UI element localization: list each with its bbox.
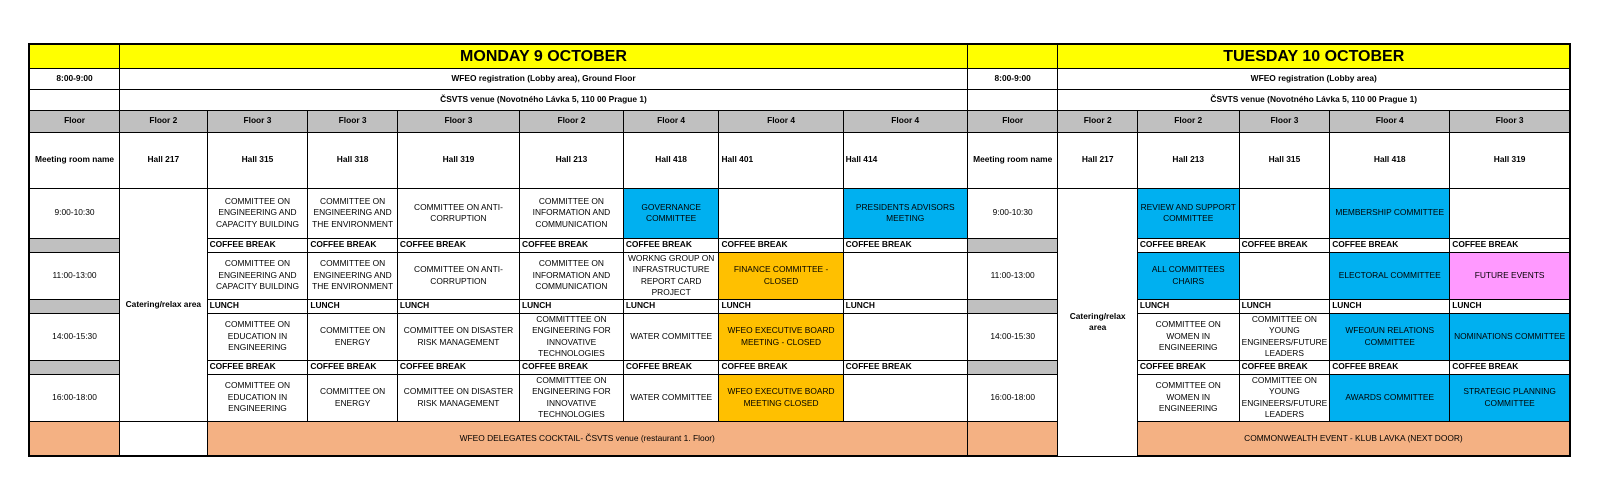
tuesday-time: 14:00-15:30 (967, 313, 1058, 360)
lunch-break: LUNCH (719, 299, 843, 313)
tuesday-floor: Floor 3 (1239, 110, 1330, 132)
session-cell: GOVERNANCE COMMITTEE (623, 188, 719, 238)
session-cell (1450, 188, 1570, 238)
monday-floor: Floor 4 (623, 110, 719, 132)
monday-room-label: Meeting room name (29, 132, 120, 188)
monday-title: MONDAY 9 OCTOBER (120, 44, 968, 68)
tuesday-floor: Floor 2 (1058, 110, 1137, 132)
coffee-break: COFFEE BREAK (1450, 238, 1570, 252)
monday-registration-time: 8:00-9:00 (29, 68, 120, 89)
monday-floor: Floor 3 (397, 110, 519, 132)
tuesday-title-corner (967, 44, 1058, 68)
monday-evening-time (29, 421, 120, 456)
monday-room: Hall 217 (120, 132, 208, 188)
tuesday-room: Hall 319 (1450, 132, 1570, 188)
session-cell: COMMITTTEE ON ENGINEERING FOR INNOVATIVE TECHNOLOGIES (520, 374, 624, 421)
session-cell: WFEO/UN RELATIONS COMMITTEE (1330, 313, 1450, 360)
session-cell: COMMITTEE ON ENERGY (308, 313, 398, 360)
lunch-break: LUNCH (1330, 299, 1450, 313)
lunch-break: LUNCH (308, 299, 398, 313)
monday-venue: ČSVTS venue (Novotného Lávka 5, 110 00 Prague 1) (120, 89, 968, 110)
monday-time: 14:00-15:30 (29, 313, 120, 360)
coffee-break: COFFEE BREAK (1239, 360, 1330, 374)
monday-floor: Floor 2 (120, 110, 208, 132)
tuesday-venue: ČSVTS venue (Novotného Lávka 5, 110 00 Prague 1) (1058, 89, 1570, 110)
lunch-break: LUNCH (520, 299, 624, 313)
tuesday-floor-label: Floor (967, 110, 1058, 132)
coffee-break: COFFEE BREAK (520, 360, 624, 374)
session-cell: WATER COMMITTEE (623, 313, 719, 360)
tuesday-venue-spacer (967, 89, 1058, 110)
monday-title-corner (29, 44, 120, 68)
coffee-break: COFFEE BREAK (1137, 360, 1239, 374)
monday-room: Hall 414 (843, 132, 967, 188)
coffee-break: COFFEE BREAK (308, 360, 398, 374)
session-cell: COMMITTEE ON ENERGY (308, 374, 398, 421)
session-cell: COMMITTEE ON ANTI-CORRUPTION (397, 252, 519, 299)
tuesday-title: TUESDAY 10 OCTOBER (1058, 44, 1570, 68)
monday-room: Hall 213 (520, 132, 624, 188)
session-cell: COMMITTEE ON ENGINEERING AND CAPACITY BUILDING (207, 188, 308, 238)
monday-floor: Floor 3 (207, 110, 308, 132)
session-cell (1239, 252, 1330, 299)
coffee-break: COFFEE BREAK (623, 238, 719, 252)
monday-floor-label: Floor (29, 110, 120, 132)
monday-venue-spacer (29, 89, 120, 110)
coffee-break: COFFEE BREAK (623, 360, 719, 374)
session-cell: COMMITTEE ON INFORMATION AND COMMUNICATION (520, 252, 624, 299)
lunch-break: LUNCH (1137, 299, 1239, 313)
tuesday-room: Hall 418 (1330, 132, 1450, 188)
session-cell: COMMITTEE ON YOUNG ENGINEERS/FUTURE LEADERS (1239, 313, 1330, 360)
tuesday-floor: Floor 3 (1450, 110, 1570, 132)
coffee-break: COFFEE BREAK (207, 238, 308, 252)
session-cell: COMMITTEE ON DISASTER RISK MANAGEMENT (397, 374, 519, 421)
tuesday-floor: Floor 2 (1137, 110, 1239, 132)
tuesday-catering: Catering/relax area (1058, 188, 1137, 456)
session-cell: WFEO EXECUTIVE BOARD MEETING - CLOSED (719, 313, 843, 360)
session-cell (843, 252, 967, 299)
coffee-break: COFFEE BREAK (1330, 238, 1450, 252)
monday-room: Hall 401 (719, 132, 843, 188)
tuesday-time: 11:00-13:00 (967, 252, 1058, 299)
session-cell: COMMITTEE ON EDUCATION IN ENGINEERING (207, 313, 308, 360)
tuesday-time: 16:00-18:00 (967, 374, 1058, 421)
tuesday-evening-event: COMMONWEALTH EVENT - KLUB LAVKA (NEXT DOOR) (1137, 421, 1570, 456)
schedule-table (28, 43, 1571, 457)
session-cell: STRATEGIC PLANNING COMMITTEE (1450, 374, 1570, 421)
monday-time: 11:00-13:00 (29, 252, 120, 299)
break-separator (29, 299, 120, 313)
coffee-break: COFFEE BREAK (719, 360, 843, 374)
session-cell: NOMINATIONS COMMITTEE (1450, 313, 1570, 360)
session-cell: COMMITTEE ON ENGINEERING AND THE ENVIRONMENT (308, 252, 398, 299)
tuesday-room: Hall 217 (1058, 132, 1137, 188)
session-cell (719, 188, 843, 238)
break-separator (29, 238, 120, 252)
coffee-break: COFFEE BREAK (843, 238, 967, 252)
lunch-break: LUNCH (207, 299, 308, 313)
monday-registration: WFEO registration (Lobby area), Ground Floor (120, 68, 968, 89)
lunch-break: LUNCH (1450, 299, 1570, 313)
session-cell (843, 374, 967, 421)
session-cell: WATER COMMITTEE (623, 374, 719, 421)
coffee-break: COFFEE BREAK (1450, 360, 1570, 374)
session-cell: COMMITTEE ON ENGINEERING AND CAPACITY BUILDING (207, 252, 308, 299)
monday-floor: Floor 3 (308, 110, 398, 132)
monday-evening-event: WFEO DELEGATES COCKTAIL- ČSVTS venue (restaurant 1. Floor) (207, 421, 967, 456)
tuesday-evening-time (967, 421, 1058, 456)
session-cell: FINANCE COMMITTEE - CLOSED (719, 252, 843, 299)
break-separator (967, 360, 1058, 374)
break-separator (967, 299, 1058, 313)
monday-room: Hall 315 (207, 132, 308, 188)
tuesday-registration: WFEO registration (Lobby area) (1058, 68, 1570, 89)
break-separator (29, 360, 120, 374)
coffee-break: COFFEE BREAK (397, 238, 519, 252)
session-cell: COMMITTTEE ON ENGINEERING FOR INNOVATIVE TECHNOLOGIES (520, 313, 624, 360)
monday-room: Hall 318 (308, 132, 398, 188)
session-cell: FUTURE EVENTS (1450, 252, 1570, 299)
coffee-break: COFFEE BREAK (397, 360, 519, 374)
monday-evening-spacer (120, 421, 208, 456)
coffee-break: COFFEE BREAK (207, 360, 308, 374)
session-cell: WORKNG GROUP ON INFRASTRUCTURE REPORT CARD PROJECT (623, 252, 719, 299)
tuesday-room-label: Meeting room name (967, 132, 1058, 188)
tuesday-registration-time: 8:00-9:00 (967, 68, 1058, 89)
tuesday-room: Hall 315 (1239, 132, 1330, 188)
session-cell: MEMBERSHIP COMMITTEE (1330, 188, 1450, 238)
coffee-break: COFFEE BREAK (1239, 238, 1330, 252)
break-separator (967, 238, 1058, 252)
session-cell: REVIEW AND SUPPORT COMMITTEE (1137, 188, 1239, 238)
session-cell: COMMITTEE ON WOMEN IN ENGINEERING (1137, 313, 1239, 360)
session-cell: WFEO EXECUTIVE BOARD MEETING CLOSED (719, 374, 843, 421)
tuesday-room: Hall 213 (1137, 132, 1239, 188)
session-cell: COMMITTEE ON EDUCATION IN ENGINEERING (207, 374, 308, 421)
session-cell (843, 313, 967, 360)
session-cell: PRESIDENTS ADVISORS MEETING (843, 188, 967, 238)
coffee-break: COFFEE BREAK (308, 238, 398, 252)
tuesday-time: 9:00-10:30 (967, 188, 1058, 238)
monday-room: Hall 319 (397, 132, 519, 188)
monday-room: Hall 418 (623, 132, 719, 188)
lunch-break: LUNCH (843, 299, 967, 313)
session-cell: COMMITTEE ON INFORMATION AND COMMUNICATION (520, 188, 624, 238)
coffee-break: COFFEE BREAK (1330, 360, 1450, 374)
lunch-break: LUNCH (1239, 299, 1330, 313)
coffee-break: COFFEE BREAK (719, 238, 843, 252)
lunch-break: LUNCH (397, 299, 519, 313)
session-cell: COMMITTEE ON WOMEN IN ENGINEERING (1137, 374, 1239, 421)
tuesday-floor: Floor 4 (1330, 110, 1450, 132)
monday-time: 9:00-10:30 (29, 188, 120, 238)
monday-floor: Floor 2 (520, 110, 624, 132)
coffee-break: COFFEE BREAK (520, 238, 624, 252)
session-cell: ALL COMMITTEES CHAIRS (1137, 252, 1239, 299)
session-cell: COMMITTEE ON YOUNG ENGINEERS/FUTURE LEADERS (1239, 374, 1330, 421)
monday-catering: Catering/relax area (120, 188, 208, 421)
lunch-break: LUNCH (623, 299, 719, 313)
monday-floor: Floor 4 (719, 110, 843, 132)
coffee-break: COFFEE BREAK (1137, 238, 1239, 252)
monday-floor: Floor 4 (843, 110, 967, 132)
session-cell: COMMITTEE ON ANTI-CORRUPTION (397, 188, 519, 238)
session-cell (1239, 188, 1330, 238)
session-cell: COMMITTEE ON ENGINEERING AND THE ENVIRONMENT (308, 188, 398, 238)
monday-time: 16:00-18:00 (29, 374, 120, 421)
session-cell: COMMITTEE ON DISASTER RISK MANAGEMENT (397, 313, 519, 360)
session-cell: ELECTORAL COMMITTEE (1330, 252, 1450, 299)
coffee-break: COFFEE BREAK (843, 360, 967, 374)
session-cell: AWARDS COMMITTEE (1330, 374, 1450, 421)
